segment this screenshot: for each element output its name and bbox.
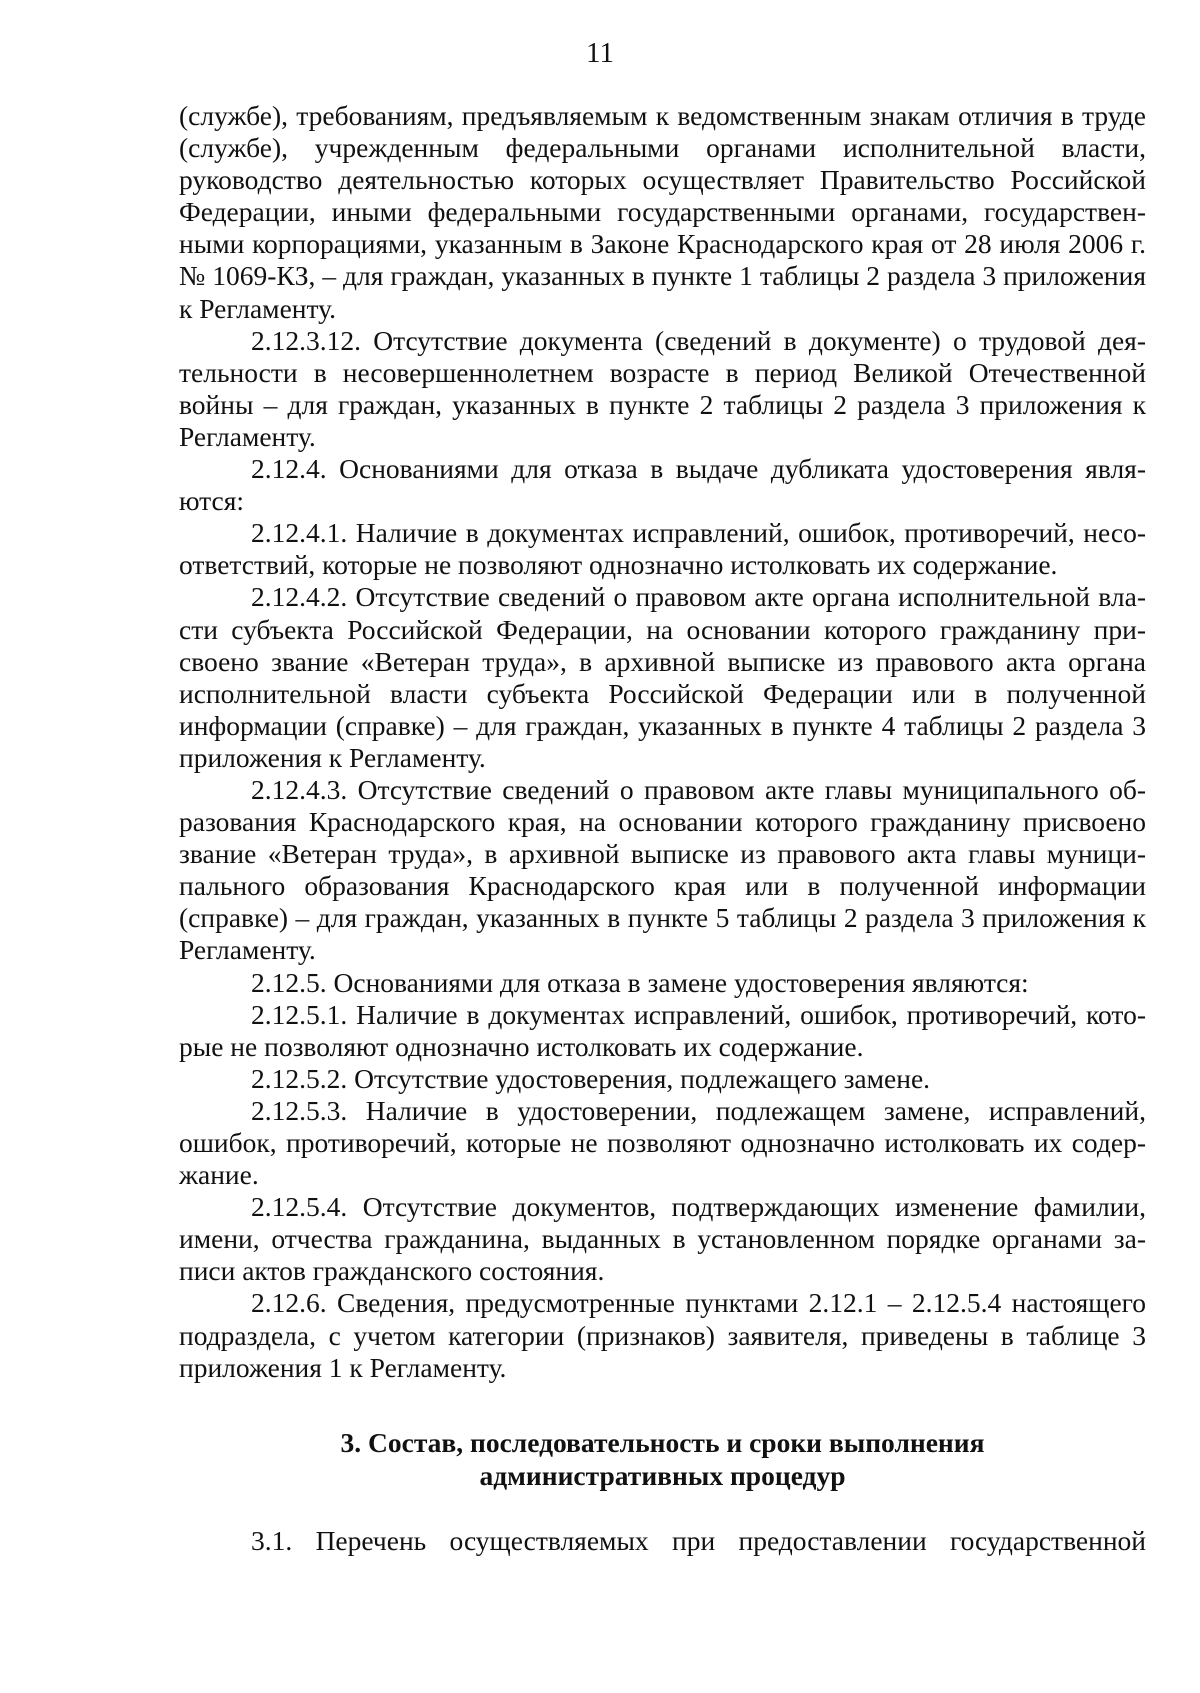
paragraph: 2.12.4.1. Наличие в документах исправлений, ошибок, противоречий, несоответствий, которые не позволяют однозначно истолковать их содержание. (179, 517, 1146, 581)
page-number: 11 (586, 37, 614, 69)
paragraph: 2.12.5.2. Отсутствие удостоверения, подлежащего замене. (251, 1062, 931, 1094)
paragraph: 2.12.5.3. Наличие в удостоверении, подлежащем замене, исправлений, ошибок, противоречий, которые не позволяют однозначно истолковать их содержание. (179, 1094, 1146, 1191)
paragraph: 2.12.5.1. Наличие в документах исправлений, ошибок, противоречий, которые не позволяют однозначно истолковать их содержание. (179, 998, 1146, 1062)
paragraph: 2.12.4.3. Отсутствие сведений о правовом акте главы муниципального образования Краснодарского края, на основании которого гражданину присвоено звание «Ветеран труда», в архивной выписке из правового акта главы муниципального образования Краснодарского края или в полученной информации (справке) – для граждан, указанных в пункте 5 таблицы 2 раздела 3 приложения к Регламенту. (179, 773, 1146, 966)
paragraph: 2.12.4.2. Отсутствие сведений о правовом акте органа исполнительной власти субъекта Российской Федерации, на основании которого гражданину присвоено звание «Ветеран труда», в архивной выписке из правового акта органа исполнительной власти субъекта Российской Федерации или в полученной информации (справке) – для граждан, указанных в пункте 4 таблицы 2 раздела 3 приложения к Регламенту. (179, 581, 1146, 773)
body-text (179, 100, 1146, 1384)
paragraph: 2.12.5.4. Отсутствие документов, подтверждающих изменение фамилии, имени, отчества гражданина, выданных в установленном порядке органами записи актов гражданского состояния. (179, 1191, 1146, 1287)
paragraph: 2.12.3.12. Отсутствие документа (сведений в документе) о трудовой деятельности в несовершеннолетнем возрасте в период Великой Отечественной войны – для граждан, указанных в пункте 2 таблицы 2 раздела 3 приложения к Регламенту. (179, 324, 1146, 452)
paragraph: 2.12.6. Сведения, предусмотренные пунктами 2.12.1 – 2.12.5.4 настоящего подраздела, с учетом категории (признаков) заявителя, приведены в таблице 3 приложения 1 к Регламенту. (179, 1287, 1146, 1383)
section-heading (179, 1426, 1146, 1492)
section-heading-line: 3. Состав, последовательность и сроки выполнения (340, 1427, 985, 1458)
section-heading-line: административных процедур (479, 1460, 846, 1491)
paragraph: 3.1. Перечень осуществляемых при предоставлении государственной (251, 1525, 1146, 1556)
paragraph: 2.12.5. Основаниями для отказа в замене удостоверения являются: (251, 966, 1029, 998)
paragraph: (службе), требованиям, предъявляемым к ведомственным знакам отличия в труде (службе), учрежденным федеральными органами исполнительной власти, руководство деятельностью которых осуществляет Правительство Российской Федерации, иными федеральными государственными органами, государственными корпорациями, указанным в Законе Краснодарского края от 28 июля 2006 г. № 1069-КЗ, – для граждан, указанных в пункте 1 таблицы 2 раздела 3 приложения к Регламенту. (179, 100, 1146, 324)
paragraph: 2.12.4. Основаниями для отказа в выдаче дубликата удостоверения являются: (179, 453, 1146, 517)
